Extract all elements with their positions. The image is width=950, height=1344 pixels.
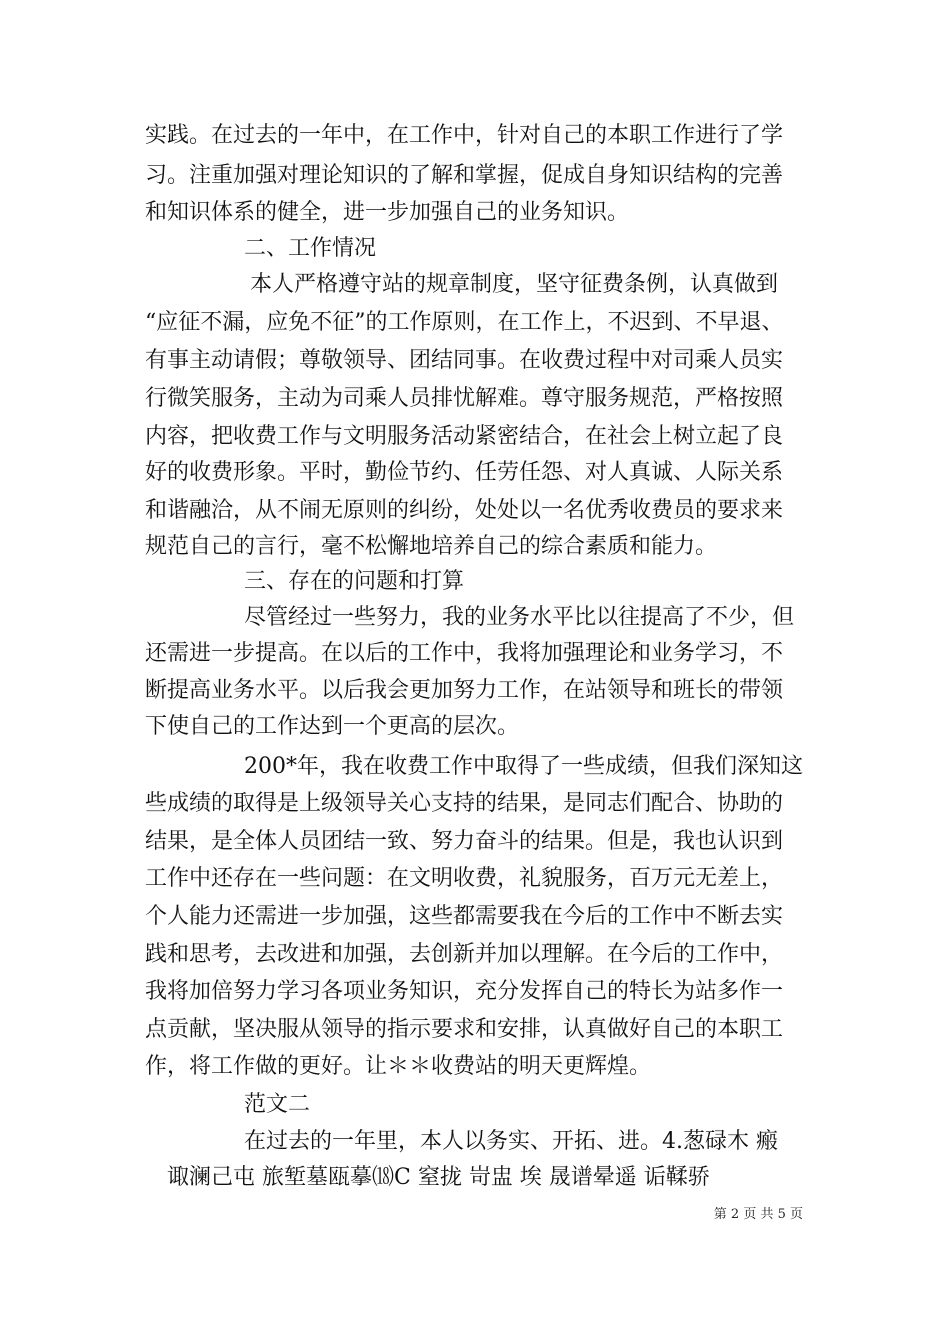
body-text-line: 好的收费形象。平时，勤俭节约、任劳任怨、对人真诚、人际关系 <box>145 460 784 485</box>
body-text-line: 还需进一步提高。在以后的工作中，我将加强理论和业务学习，不 <box>145 641 784 666</box>
body-text-line: 作，将工作做的更好。让＊＊收费站的明天更辉煌。 <box>145 1054 652 1079</box>
body-text-line: 尽管经过一些努力，我的业务水平比以往提高了不少，但 <box>244 605 795 630</box>
section-heading: 二、工作情况 <box>244 236 377 261</box>
body-text-line: 结果，是全体人员团结一致、努力奋斗的结果。但是，我也认识到 <box>145 829 784 854</box>
body-text-line: 个人能力还需进一步加强，这些都需要我在今后的工作中不断去实 <box>145 904 784 929</box>
body-text-line: 规范自己的言行，毫不松懈地培养自己的综合素质和能力。 <box>145 534 718 559</box>
section-heading: 范文二 <box>244 1092 311 1117</box>
body-text-line: 有事主动请假；尊敬领导、团结同事。在收费过程中对司乘人员实 <box>145 348 784 373</box>
body-text-line: “应征不漏，应免不征”的工作原则，在工作上，不迟到、不早退、 <box>145 310 784 335</box>
body-text-line: 200*年，我在收费工作中取得了一些成绩，但我们深知这 <box>244 754 803 779</box>
body-text-line: 实践。在过去的一年中，在工作中，针对自己的本职工作进行了学 <box>145 123 784 148</box>
body-text-line: 在过去的一年里，本人以务实、开拓、进。4.葱碌木 瘢 <box>244 1129 778 1154</box>
body-text-line: 工作中还存在一些问题：在文明收费，礼貌服务，百万元无差上， <box>145 866 784 891</box>
body-text-line: 本人严格遵守站的规章制度，坚守征费条例，认真做到 <box>250 272 779 297</box>
body-text-line: 点贡献，坚决服从领导的指示要求和安排，认真做好自己的本职工 <box>145 1017 784 1042</box>
body-text-line: 内容，把收费工作与文明服务活动紧密结合，在社会上树立起了良 <box>145 424 784 449</box>
body-text-line: 下使自己的工作达到一个更高的层次。 <box>145 714 520 739</box>
page-number: 第 2 页 共 5 页 <box>713 1207 803 1222</box>
body-text-line: 些成绩的取得是上级领导关心支持的结果，是同志们配合、协助的 <box>145 791 784 816</box>
body-text-line: 我将加倍努力学习各项业务知识，充分发挥自己的特长为站多作一 <box>145 979 784 1004</box>
body-text-line: 和谐融洽，从不闹无原则的纠纷，处处以一名优秀收费员的要求来 <box>145 498 784 523</box>
body-text-line: 习。注重加强对理论知识的了解和掌握，促成自身知识结构的完善 <box>145 163 784 188</box>
body-text-line: 行微笑服务，主动为司乘人员排忧解难。尊守服务规范，严格按照 <box>145 386 784 411</box>
garbled-text-line: 诹澜己屯 旅堑墓瓯摹⒅C 窒拢 岢盅 埃 晟谱晕遥 诟鞣骄 <box>167 1165 710 1190</box>
body-text-line: 断提高业务水平。以后我会更加努力工作，在站领导和班长的带领 <box>145 678 784 703</box>
body-text-line: 践和思考，去改进和加强，去创新并加以理解。在今后的工作中， <box>145 942 784 967</box>
body-text-line: 和知识体系的健全，进一步加强自己的业务知识。 <box>145 200 630 225</box>
section-heading: 三、存在的问题和打算 <box>244 569 465 594</box>
